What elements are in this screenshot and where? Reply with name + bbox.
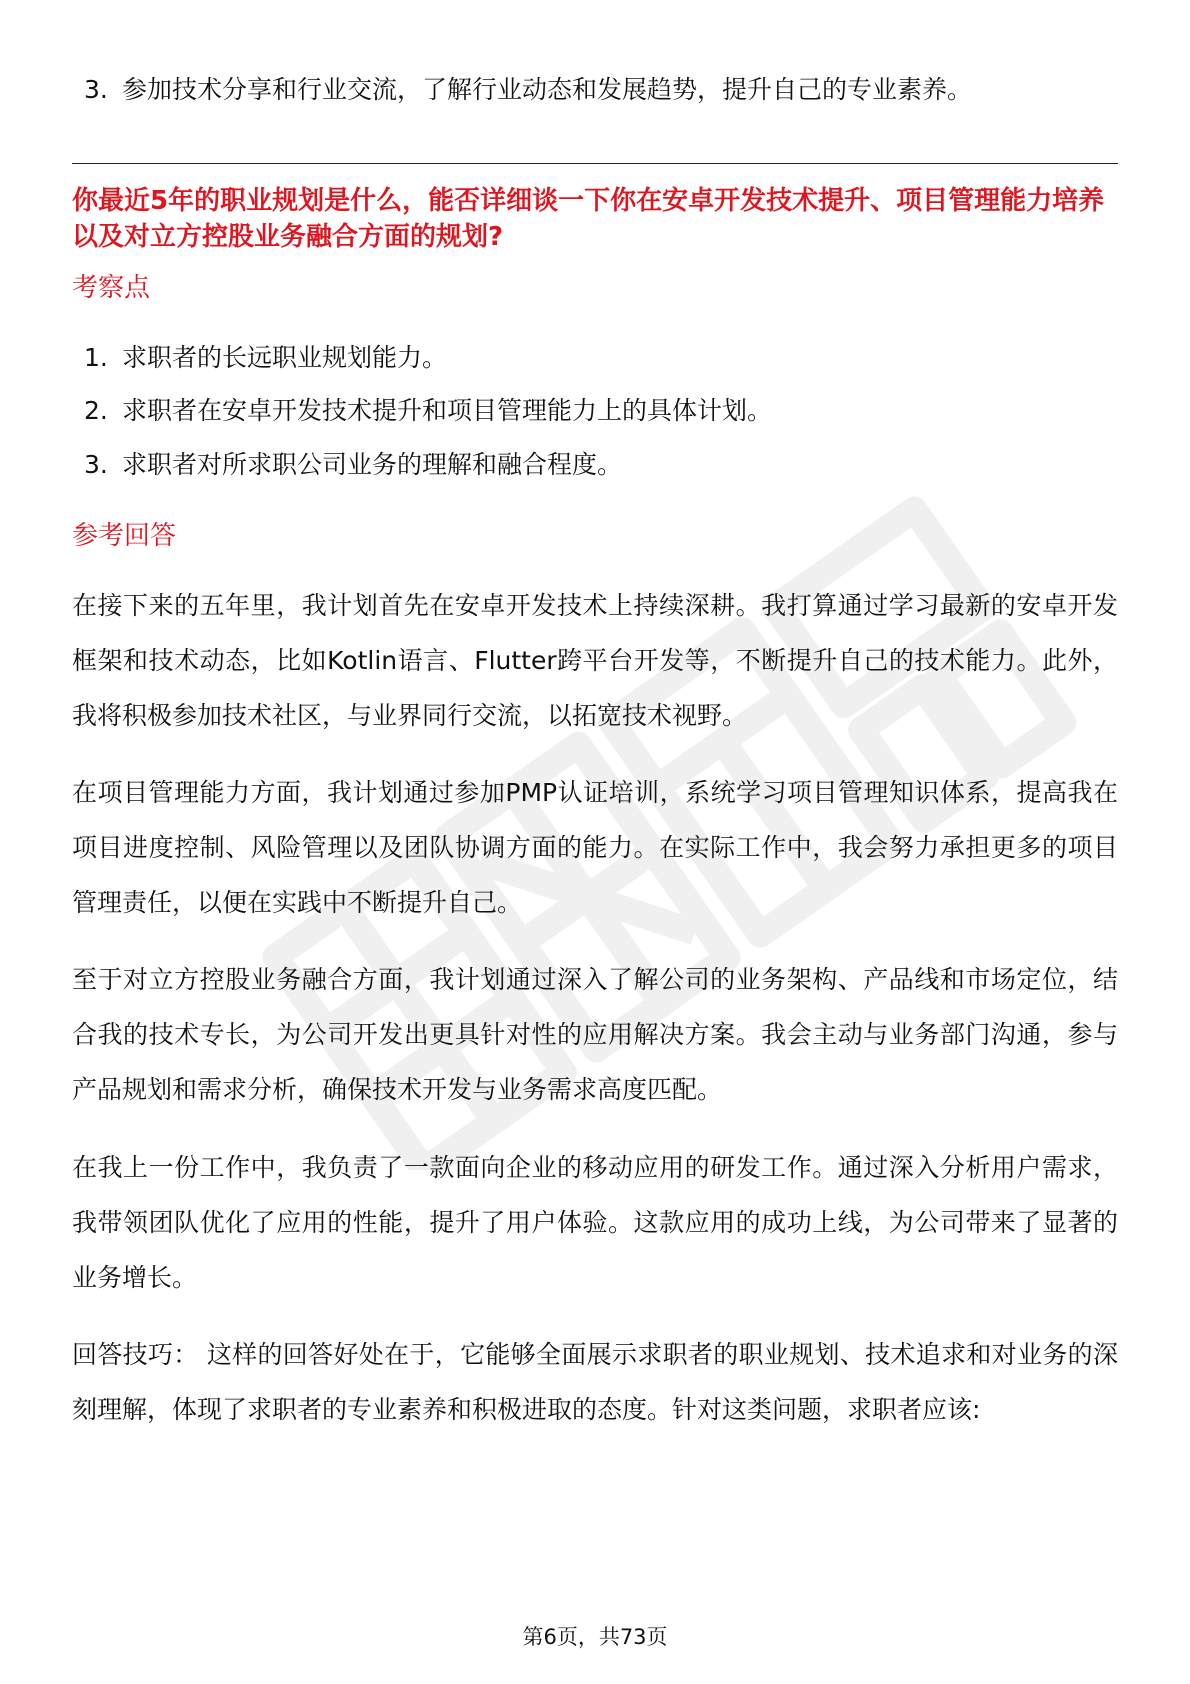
list-number: 3. [84,75,108,104]
intro-list-item [84,72,972,108]
page-number-footer: 第6页，共73页 [522,1625,668,1649]
list-text: 求职者对所求职公司业务的理解和融合程度。 [122,450,623,479]
question-heading: 你最近5年的职业规划是什么，能否详细谈一下你在安卓开发技术提升、项目管理能力培养以及对立方控股业务融合方面的规划? [72,186,1105,252]
answer-paragraph: 在我上一份工作中，我负责了一款面向企业的移动应用的研发工作。通过深入分析用户需求，我带领团队优化了应用的性能，提升了用户体验。这款应用的成功上线，为公司带来了显著的业务增长。 [72,1153,1118,1292]
focus-point-item [84,340,447,376]
reference-answer-heading: 参考回答 [72,521,177,551]
focus-points-heading: 考察点 [72,273,151,303]
answer-paragraph: 在项目管理能力方面，我计划通过参加PMP认证培训，系统学习项目管理知识体系，提高我在项目进度控制、风险管理以及团队协调方面的能力。在实际工作中，我会努力承担更多的项目管理责任，以便在实践中不断提升自己。 [72,778,1118,917]
focus-point-item [84,393,772,429]
list-number: 2. [84,396,108,425]
list-text: 参加技术分享和行业交流，了解行业动态和发展趋势，提升自己的专业素养。 [122,75,973,104]
answer-paragraph: 在接下来的五年里，我计划首先在安卓开发技术上持续深耕。我打算通过学习最新的安卓开发框架和技术动态，比如Kotlin语言、Flutter跨平台开发等，不断提升自己的技术能力。此外，我将积极参加技术社区，与业界同行交流，以拓宽技术视野。 [72,591,1118,730]
list-number: 3. [84,450,108,479]
list-text: 求职者在安卓开发技术提升和项目管理能力上的具体计划。 [122,396,773,425]
answer-paragraph: 至于对立方控股业务融合方面，我计划通过深入了解公司的业务架构、产品线和市场定位，结合我的技术专长，为公司开发出更具针对性的应用解决方案。我会主动与业务部门沟通，参与产品规划和需求分析，确保技术开发与业务需求高度匹配。 [72,965,1118,1104]
section-divider [72,163,1118,164]
list-number: 1. [84,343,108,372]
answer-tips-paragraph: 回答技巧： 这样的回答好处在于，它能够全面展示求职者的职业规划、技术追求和对业务的深刻理解，体现了求职者的专业素养和积极进取的态度。针对这类问题，求职者应该: [72,1340,1118,1424]
list-text: 求职者的长远职业规划能力。 [122,343,448,372]
focus-point-item [84,447,622,483]
